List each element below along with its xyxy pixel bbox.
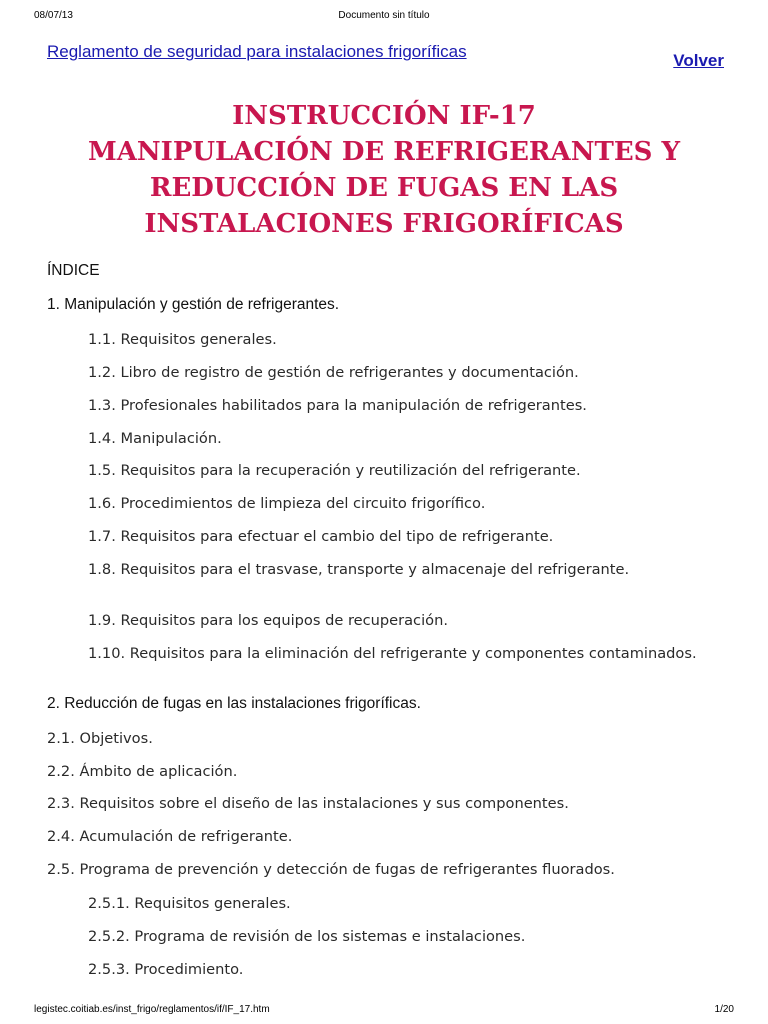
top-navigation xyxy=(47,42,724,82)
toc-item-2-3: 2.3. Requisitos sobre el diseño de las instalaciones y sus componentes. xyxy=(47,795,569,812)
toc-item-1-9: 1.9. Requisitos para los equipos de recuperación. xyxy=(88,612,448,629)
print-date: 08/07/13 xyxy=(34,10,73,21)
regulation-link[interactable]: Reglamento de seguridad para instalaciones frigoríficas xyxy=(47,42,467,61)
toc-item-2-5-1: 2.5.1. Requisitos generales. xyxy=(88,895,291,912)
toc-item-2-2: 2.2. Ámbito de aplicación. xyxy=(47,763,238,780)
toc-item-1-5: 1.5. Requisitos para la recuperación y reutilización del refrigerante. xyxy=(88,462,581,479)
print-footer xyxy=(34,1004,734,1018)
toc-item-2-4: 2.4. Acumulación de refrigerante. xyxy=(47,828,293,845)
toc-item-1-6: 1.6. Procedimientos de limpieza del circuito frigorífico. xyxy=(88,495,486,512)
title-line-2: MANIPULACIÓN DE REFRIGERANTES Y xyxy=(87,137,681,167)
title-line-3: REDUCCIÓN DE FUGAS EN LAS xyxy=(149,173,619,203)
toc-item-2-1: 2.1. Objetivos. xyxy=(47,730,153,747)
toc-section-1: 1. Manipulación y gestión de refrigerantes. xyxy=(47,296,340,313)
print-url: legistec.coitiab.es/inst_frigo/reglamentos/if/IF_17.htm xyxy=(34,1004,270,1015)
toc-index-label: ÍNDICE xyxy=(47,262,100,279)
title-line-4: INSTALACIONES FRIGORÍFICAS xyxy=(144,209,624,239)
toc-item-1-1: 1.1. Requisitos generales. xyxy=(88,331,277,348)
toc-item-2-5-3: 2.5.3. Procedimiento. xyxy=(88,961,244,978)
toc-section-2: 2. Reducción de fugas en las instalaciones frigoríficas. xyxy=(47,695,421,712)
title-line-1: INSTRUCCIÓN IF-17 xyxy=(232,101,536,131)
toc-item-1-4: 1.4. Manipulación. xyxy=(88,430,222,447)
toc-item-1-7: 1.7. Requisitos para efectuar el cambio del tipo de refrigerante. xyxy=(88,528,554,545)
print-header xyxy=(34,10,734,24)
page-title xyxy=(30,98,738,242)
toc-item-1-10: 1.10. Requisitos para la eliminación del refrigerante y componentes contaminados. xyxy=(88,645,697,662)
toc-item-2-5: 2.5. Programa de prevención y detección de fugas de refrigerantes fluorados. xyxy=(47,861,615,878)
toc-item-2-5-2: 2.5.2. Programa de revisión de los sistemas e instalaciones. xyxy=(88,928,526,945)
toc-item-1-2: 1.2. Libro de registro de gestión de refrigerantes y documentación. xyxy=(88,364,579,381)
page-number: 1/20 xyxy=(714,1004,734,1015)
toc-item-1-8: 1.8. Requisitos para el trasvase, transporte y almacenaje del refrigerante. xyxy=(88,561,630,578)
toc-item-1-3: 1.3. Profesionales habilitados para la manipulación de refrigerantes. xyxy=(88,397,587,414)
back-link[interactable]: Volver xyxy=(673,51,724,70)
print-doc-title: Documento sin título xyxy=(338,10,430,21)
